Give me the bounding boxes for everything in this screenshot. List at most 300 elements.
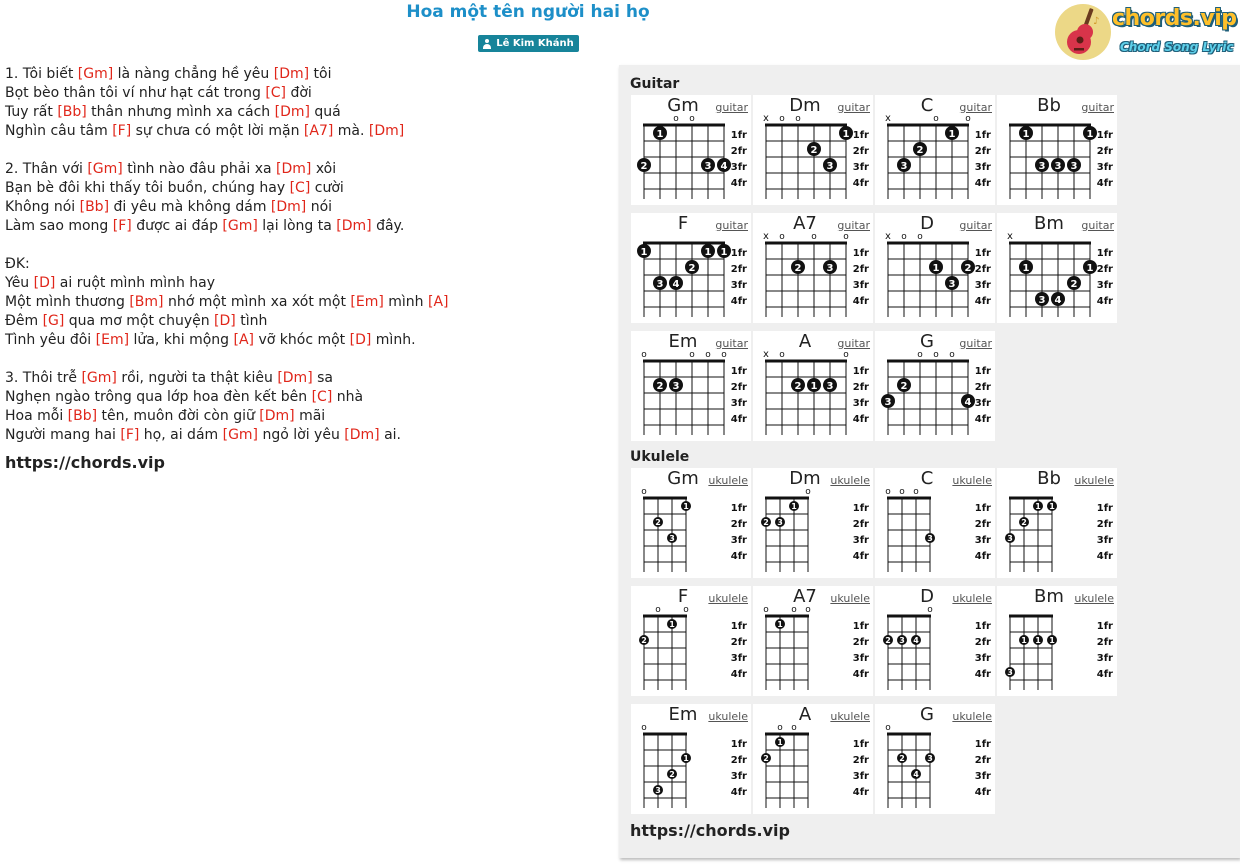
fret-label: 4fr (852, 669, 869, 680)
fret-label: 3fr (1096, 162, 1113, 173)
fret-label: 3fr (730, 771, 747, 782)
chord-name: A7 (793, 586, 817, 607)
fret-label: 3fr (974, 653, 991, 664)
fret-label: 2fr (974, 382, 991, 393)
fret-label: 4fr (974, 296, 991, 307)
fret-label: 3fr (1096, 535, 1113, 546)
open-string-mark: o (805, 605, 811, 615)
open-string-mark: o (885, 487, 891, 497)
open-string-mark: o (927, 605, 933, 615)
finger-number: 3 (826, 381, 834, 392)
site-logo[interactable] (1054, 3, 1237, 63)
instrument-link[interactable]: guitar (837, 101, 870, 114)
finger-number: 3 (655, 786, 661, 795)
fretboard-diagram (631, 331, 751, 441)
lyric-text: xôi (311, 161, 337, 177)
author-name: Lê Kim Khánh (496, 38, 574, 49)
fret-label: 3fr (730, 280, 747, 291)
finger-number: 1 (704, 247, 712, 258)
finger-number: 1 (1035, 636, 1041, 645)
lyric-text: cười (310, 180, 344, 196)
open-string-mark: o (843, 232, 849, 242)
fret-label: 1fr (974, 739, 991, 750)
fret-label: 3fr (852, 398, 869, 409)
chord-card-bm[interactable] (997, 213, 1117, 323)
finger-number: 2 (964, 263, 972, 274)
instrument-link[interactable]: ukulele (708, 474, 748, 487)
open-string-mark: o (763, 605, 769, 615)
finger-number: 2 (899, 754, 905, 763)
finger-number: 3 (656, 279, 664, 290)
open-string-mark: o (917, 350, 923, 360)
panel-site-link[interactable]: https://chords.vip (630, 821, 790, 840)
fret-label: 1fr (852, 248, 869, 259)
chord-link[interactable]: [Gm] (87, 161, 123, 177)
chord-link[interactable]: [Dm] (274, 104, 310, 120)
fret-label: 2fr (852, 637, 869, 648)
chord-link[interactable]: [Em] (350, 294, 384, 310)
chord-name: A (798, 331, 812, 352)
chord-link[interactable]: [Bb] (67, 408, 98, 424)
finger-number: 1 (1049, 636, 1055, 645)
lyric-line (5, 274, 595, 293)
lyric-text: Hoa mỗi (5, 408, 68, 424)
fret-label: 4fr (974, 178, 991, 189)
lyric-text: Nghìn câu tâm (5, 123, 113, 139)
fret-label: 4fr (974, 551, 991, 562)
muted-string-mark: x (763, 349, 769, 360)
finger-number: 3 (1007, 668, 1013, 677)
lyric-text: Bạn bè đôi khi thấy tôi buồn, chúng hay (5, 180, 290, 196)
chord-link[interactable]: [D] (33, 275, 56, 291)
instrument-link[interactable]: ukulele (830, 474, 870, 487)
finger-number: 2 (641, 636, 647, 645)
finger-number: 2 (885, 636, 891, 645)
fret-label: 4fr (730, 296, 747, 307)
fretboard-diagram (997, 586, 1117, 696)
fretboard-diagram (753, 213, 873, 323)
finger-number: 3 (927, 754, 933, 763)
finger-number: 1 (640, 247, 648, 258)
fret-label: 4fr (852, 178, 869, 189)
chord-link[interactable]: [A] (233, 332, 255, 348)
fret-label: 3fr (730, 653, 747, 664)
lyric-text: sự chưa có một lời mặn (131, 123, 304, 139)
finger-number: 1 (1022, 129, 1030, 140)
finger-number: 2 (688, 263, 696, 274)
chord-name: C (920, 468, 934, 489)
chord-link[interactable]: [Gm] (222, 427, 259, 443)
finger-number: 3 (704, 161, 712, 172)
muted-string-mark: x (1007, 231, 1013, 242)
fret-label: 4fr (730, 178, 747, 189)
fret-label: 1fr (730, 130, 747, 141)
fret-label: 2fr (1096, 519, 1113, 530)
chord-link[interactable]: [Gm] (81, 370, 117, 386)
chord-name: Bm (1034, 213, 1064, 234)
finger-number: 1 (683, 502, 689, 511)
chord-card-dm[interactable] (753, 468, 873, 578)
fretboard-diagram (753, 95, 873, 205)
finger-number: 1 (1086, 263, 1094, 274)
fret-label: 1fr (730, 248, 747, 259)
chord-link[interactable]: [Gm] (77, 66, 114, 82)
chord-card-g[interactable] (875, 704, 995, 814)
open-string-mark: o (641, 350, 647, 360)
finger-number: 1 (791, 502, 797, 511)
instrument-link[interactable]: guitar (959, 337, 992, 350)
finger-number: 1 (669, 620, 675, 629)
finger-number: 2 (656, 381, 664, 392)
finger-number: 3 (777, 518, 783, 527)
open-string-mark: o (899, 487, 905, 497)
chord-link[interactable]: [D] (214, 313, 236, 329)
instrument-link[interactable]: ukulele (708, 592, 748, 605)
lyric-line (5, 312, 595, 331)
fret-label: 2fr (730, 146, 747, 157)
fret-label: 4fr (852, 296, 869, 307)
guitar-logo-icon (1055, 4, 1111, 60)
chord-link[interactable]: [Dm] (273, 66, 310, 82)
instrument-link[interactable]: guitar (715, 219, 748, 232)
chord-link[interactable]: [Dm] (344, 427, 380, 443)
lyric-text: Bọt bèo thân tôi ví như hạt cát trong (5, 85, 266, 101)
finger-number: 3 (1038, 295, 1046, 306)
chord-card-dm[interactable] (753, 95, 873, 205)
fret-label: 3fr (974, 162, 991, 173)
lyric-text: tên, muôn đời còn giữ (97, 408, 260, 424)
lyric-text: ngỏ lời yêu (258, 427, 345, 443)
instrument-link[interactable]: guitar (837, 219, 870, 232)
blank-line (5, 141, 595, 160)
lyric-text: Tuy rất (5, 104, 58, 120)
fret-label: 4fr (852, 414, 869, 425)
finger-number: 2 (640, 161, 648, 172)
chord-card-f[interactable] (631, 213, 751, 323)
chord-card-d[interactable] (875, 586, 995, 696)
chord-name: A (798, 704, 812, 725)
chord-card-a7[interactable] (753, 586, 873, 696)
finger-number: 1 (1049, 502, 1055, 511)
chord-card-g[interactable] (875, 331, 995, 441)
finger-number: 1 (720, 247, 728, 258)
fret-label: 1fr (852, 739, 869, 750)
fret-label: 4fr (974, 414, 991, 425)
fretboard-diagram (997, 468, 1117, 578)
open-string-mark: o (965, 114, 971, 124)
chord-name: Em (668, 331, 698, 352)
chord-name: Dm (789, 468, 821, 489)
fret-label: 3fr (1096, 280, 1113, 291)
finger-number: 1 (810, 381, 818, 392)
finger-number: 1 (777, 738, 783, 747)
open-string-mark: o (641, 723, 647, 733)
lyric-text: ai. (379, 427, 401, 443)
lyric-text: mãi (294, 408, 326, 424)
guitar-section-label: Guitar (630, 76, 680, 92)
chord-name: Bb (1037, 95, 1061, 116)
chord-link[interactable]: [Dm] (270, 199, 307, 215)
open-string-mark: o (917, 232, 923, 242)
chord-card-a[interactable] (753, 704, 873, 814)
fret-label: 1fr (974, 366, 991, 377)
chord-card-bm[interactable] (997, 586, 1117, 696)
fretboard-diagram (753, 331, 873, 441)
fretboard-diagram (631, 704, 751, 814)
chord-card-a7[interactable] (753, 213, 873, 323)
fret-label: 2fr (974, 755, 991, 766)
fret-label: 2fr (974, 146, 991, 157)
lyric-line (5, 217, 595, 236)
instrument-link[interactable]: guitar (715, 337, 748, 350)
lyric-text: họ, ai dám (139, 427, 223, 443)
chord-link[interactable]: [Em] (95, 332, 130, 348)
lyric-text: Nghẹn ngào trông qua lớp hoa đèn kết bên (5, 389, 312, 405)
lyric-line (5, 179, 595, 198)
lyric-line (5, 103, 595, 122)
finger-number: 2 (794, 263, 802, 274)
lyric-line (5, 426, 595, 445)
lyric-line (5, 293, 595, 312)
muted-string-mark: x (885, 231, 891, 242)
open-string-mark: o (795, 114, 801, 124)
chord-link[interactable]: [C] (265, 85, 287, 101)
chord-link[interactable]: [A] (428, 294, 449, 310)
finger-number: 3 (948, 279, 956, 290)
fret-label: 3fr (974, 771, 991, 782)
chord-name: Gm (667, 468, 699, 489)
finger-number: 2 (1021, 518, 1027, 527)
chord-card-em[interactable] (631, 331, 751, 441)
open-string-mark: o (655, 605, 661, 615)
open-string-mark: o (779, 114, 785, 124)
lyric-text: nhớ một mình xa xót một (163, 294, 351, 310)
chord-card-gm[interactable] (631, 468, 751, 578)
instrument-link[interactable]: guitar (959, 101, 992, 114)
instrument-link[interactable]: ukulele (1074, 592, 1114, 605)
finger-number: 3 (669, 534, 675, 543)
fret-label: 2fr (974, 264, 991, 275)
chord-link[interactable]: [Bb] (57, 104, 87, 120)
instrument-link[interactable]: guitar (1081, 101, 1114, 114)
open-string-mark: o (885, 723, 891, 733)
instrument-link[interactable]: guitar (1081, 219, 1114, 232)
fret-label: 2fr (852, 382, 869, 393)
chord-name: G (920, 331, 934, 352)
lyric-line (5, 122, 595, 141)
logo-tagline: Chord Song Lyric (1120, 40, 1234, 54)
site-link[interactable]: https://chords.vip (5, 453, 165, 472)
finger-number: 4 (1054, 295, 1062, 306)
finger-number: 1 (932, 263, 940, 274)
finger-number: 2 (655, 518, 661, 527)
chord-name: Bb (1037, 468, 1061, 489)
chord-link[interactable]: [G] (42, 313, 65, 329)
fret-label: 4fr (852, 551, 869, 562)
chord-card-d[interactable] (875, 213, 995, 323)
fret-label: 2fr (730, 519, 747, 530)
finger-number: 4 (913, 770, 919, 779)
chord-link[interactable]: [Gm] (222, 218, 258, 234)
lyric-text: tình (235, 313, 268, 329)
instrument-link[interactable]: ukulele (952, 710, 992, 723)
fret-label: 2fr (974, 637, 991, 648)
lyric-line (5, 407, 595, 426)
muted-string-mark: x (763, 231, 769, 242)
chord-card-bb[interactable] (997, 468, 1117, 578)
instrument-link[interactable]: ukulele (708, 710, 748, 723)
fret-label: 1fr (730, 503, 747, 514)
user-icon (483, 39, 491, 49)
chord-link[interactable]: [Dm] (276, 161, 312, 177)
lyric-text: 2. Thân với (5, 161, 88, 177)
fret-label: 3fr (852, 771, 869, 782)
lyric-line (5, 388, 595, 407)
fret-label: 4fr (974, 787, 991, 798)
lyric-text: đời (286, 85, 312, 101)
instrument-link[interactable]: ukulele (830, 710, 870, 723)
lyric-text: Một mình thương (5, 294, 130, 310)
fret-label: 2fr (852, 519, 869, 530)
instrument-link[interactable]: guitar (959, 219, 992, 232)
finger-number: 4 (672, 279, 680, 290)
chord-name: Dm (789, 95, 821, 116)
fretboard-diagram (875, 704, 995, 814)
lyric-text: mà. (333, 123, 369, 139)
finger-number: 2 (669, 770, 675, 779)
instrument-link[interactable]: guitar (837, 337, 870, 350)
chord-card-c[interactable] (875, 95, 995, 205)
chord-link[interactable]: [F] (120, 427, 140, 443)
instrument-link[interactable]: ukulele (952, 474, 992, 487)
finger-number: 3 (1038, 161, 1046, 172)
finger-number: 3 (884, 397, 892, 408)
lyric-text: mình. (371, 332, 416, 348)
finger-number: 4 (964, 397, 972, 408)
chord-name: Em (668, 704, 698, 725)
fretboard-diagram (631, 213, 751, 323)
open-string-mark: o (913, 487, 919, 497)
fret-label: 3fr (852, 653, 869, 664)
muted-string-mark: x (763, 113, 769, 124)
lyric-line (5, 160, 595, 179)
chord-card-em[interactable] (631, 704, 751, 814)
lyric-text: Làm sao mong (5, 218, 113, 234)
fret-label: 1fr (852, 503, 869, 514)
lyric-text: Yêu (5, 275, 34, 291)
fret-label: 4fr (730, 414, 747, 425)
chord-card-a[interactable] (753, 331, 873, 441)
finger-number: 3 (672, 381, 680, 392)
fretboard-diagram (631, 586, 751, 696)
fret-label: 1fr (1096, 503, 1113, 514)
finger-number: 1 (1021, 636, 1027, 645)
chord-link[interactable]: [D] (349, 332, 372, 348)
open-string-mark: o (949, 350, 955, 360)
chord-link[interactable]: [Dm] (336, 218, 372, 234)
lyric-text: Không nói (5, 199, 80, 215)
finger-number: 2 (794, 381, 802, 392)
fret-label: 3fr (730, 535, 747, 546)
fretboard-diagram (875, 331, 995, 441)
fret-label: 2fr (1096, 264, 1113, 275)
chord-link[interactable]: [C] (289, 180, 311, 196)
lyric-text: 3. Thôi trễ (5, 370, 82, 386)
lyric-line (5, 84, 595, 103)
lyric-line (5, 65, 595, 84)
chord-card-c[interactable] (875, 468, 995, 578)
open-string-mark: o (779, 232, 785, 242)
chord-link[interactable]: [Dm] (368, 123, 405, 139)
fret-label: 4fr (1096, 178, 1113, 189)
fretboard-diagram (875, 213, 995, 323)
finger-number: 1 (842, 129, 850, 140)
open-string-mark: o (933, 350, 939, 360)
chord-link[interactable]: [F] (112, 218, 132, 234)
open-string-mark: o (805, 487, 811, 497)
chord-link[interactable]: [C] (311, 389, 333, 405)
lyric-text: ĐK: (5, 256, 30, 272)
finger-number: 3 (900, 161, 908, 172)
chord-card-gm[interactable] (631, 95, 751, 205)
finger-number: 2 (810, 145, 818, 156)
finger-number: 3 (1070, 161, 1078, 172)
instrument-link[interactable]: ukulele (1074, 474, 1114, 487)
author-badge[interactable] (478, 35, 579, 52)
fret-label: 2fr (1096, 637, 1113, 648)
lyric-text: lại lòng ta (257, 218, 337, 234)
chord-link[interactable]: [F] (112, 123, 132, 139)
chord-link[interactable]: [Bm] (129, 294, 164, 310)
chord-name: Bm (1034, 586, 1064, 607)
instrument-link[interactable]: guitar (715, 101, 748, 114)
finger-number: 3 (927, 534, 933, 543)
instrument-link[interactable]: ukulele (952, 592, 992, 605)
chord-name: Gm (667, 95, 699, 116)
fretboard-diagram (631, 95, 751, 205)
logo-text: chords.vip (1112, 6, 1237, 31)
open-string-mark: o (721, 350, 727, 360)
chord-card-bb[interactable] (997, 95, 1117, 205)
fret-label: 3fr (852, 162, 869, 173)
chord-link[interactable]: [A7] (303, 123, 334, 139)
fret-label: 3fr (852, 280, 869, 291)
chord-name: F (677, 586, 689, 607)
blank-line (5, 350, 595, 369)
open-string-mark: o (689, 114, 695, 124)
chord-link[interactable]: [Bb] (79, 199, 110, 215)
fret-label: 3fr (852, 535, 869, 546)
lyric-text: lửa, khi mộng (129, 332, 234, 348)
finger-number: 3 (826, 161, 834, 172)
lyric-text: rồi, người ta thật kiêu (116, 370, 278, 386)
chord-card-f[interactable] (631, 586, 751, 696)
lyric-text: mình (383, 294, 429, 310)
chord-link[interactable]: [Dm] (259, 408, 295, 424)
lyric-text: đi yêu mà không dám (109, 199, 271, 215)
ukulele-section-label: Ukulele (630, 449, 690, 465)
instrument-link[interactable]: ukulele (830, 592, 870, 605)
open-string-mark: o (933, 114, 939, 124)
fret-label: 1fr (852, 621, 869, 632)
fretboard-diagram (753, 468, 873, 578)
fret-label: 1fr (1096, 130, 1113, 141)
fret-label: 4fr (1096, 669, 1113, 680)
chord-link[interactable]: [Dm] (277, 370, 313, 386)
finger-number: 1 (1086, 129, 1094, 140)
fret-label: 4fr (730, 669, 747, 680)
open-string-mark: o (791, 605, 797, 615)
